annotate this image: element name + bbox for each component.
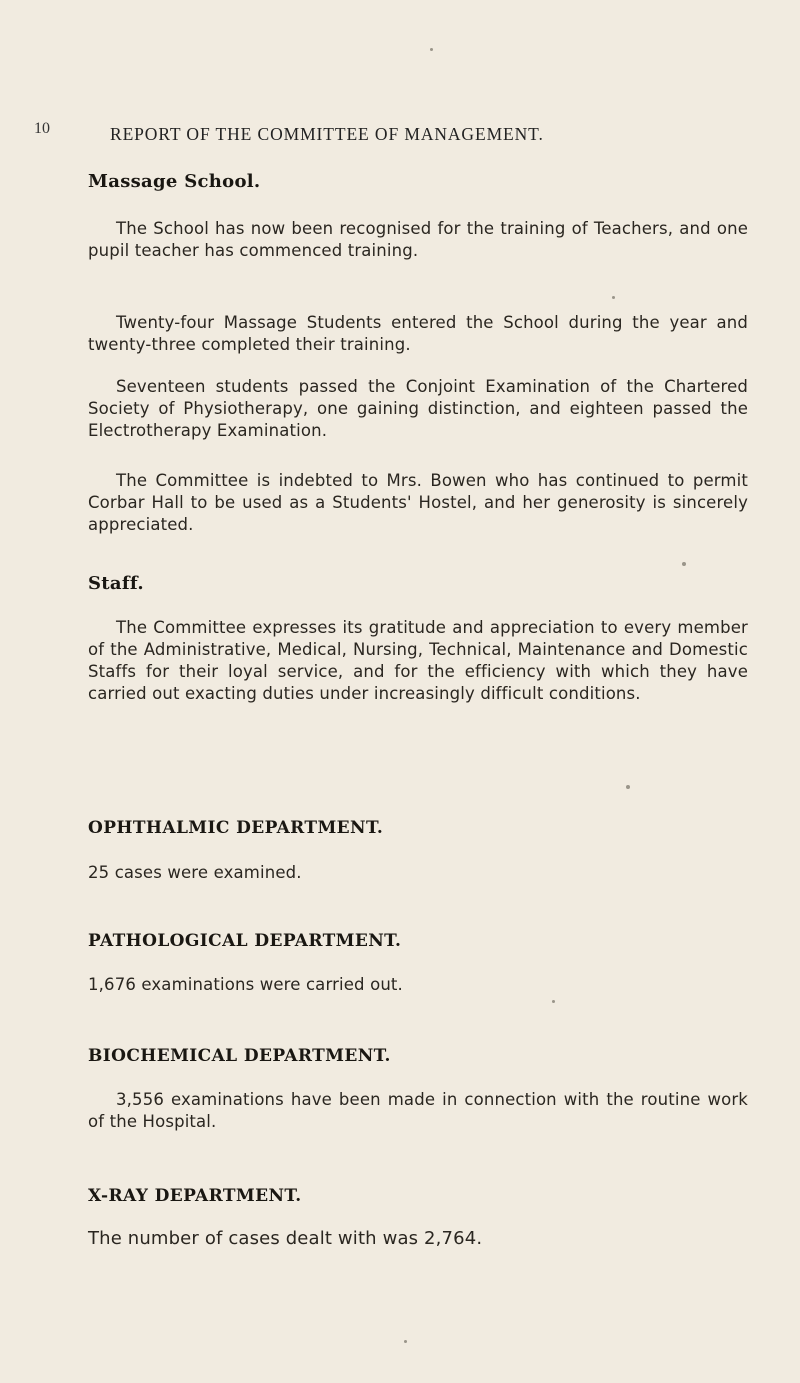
scan-speck <box>404 1340 407 1343</box>
paragraph-school-recognised: The School has now been recognised for the training of Teachers, and one pupil teacher has commenced training. <box>88 219 748 260</box>
page-number: 10 <box>34 120 50 137</box>
text-pathological-examinations: 1,676 examinations were carried out. <box>88 975 403 994</box>
section-heading-massage-school: Massage School. <box>88 171 261 192</box>
heading-ophthalmic-department: OPHTHALMIC DEPARTMENT. <box>88 818 384 838</box>
scan-speck <box>552 1000 555 1003</box>
scan-speck <box>626 785 630 789</box>
scan-speck <box>682 562 686 566</box>
paragraph-conjoint-examination: Seventeen students passed the Conjoint Examination of the Chartered Society of Physiotherapy, one gaining distinction, and eighteen passed the Electrotherapy Examination. <box>88 377 748 440</box>
heading-pathological-department: PATHOLOGICAL DEPARTMENT. <box>88 931 402 951</box>
paragraph-massage-students: Twenty-four Massage Students entered the School during the year and twenty-three completed their training. <box>88 313 748 354</box>
paragraph-committee-indebted: The Committee is indebted to Mrs. Bowen who has continued to permit Corbar Hall to be used as a Students' Hostel, and her generosity is sincerely appreciated. <box>88 471 748 534</box>
section-heading-staff: Staff. <box>88 573 144 594</box>
running-title: REPORT OF THE COMMITTEE OF MANAGEMENT. <box>110 124 544 144</box>
scan-speck <box>430 48 433 51</box>
text-biochemical-examinations: 3,556 examinations have been made in connection with the routine work of the Hospital. <box>88 1090 748 1131</box>
heading-biochemical-department: BIOCHEMICAL DEPARTMENT. <box>88 1046 391 1066</box>
text-xray-cases: The number of cases dealt with was 2,764. <box>88 1228 483 1249</box>
paragraph-staff-gratitude: The Committee expresses its gratitude and appreciation to every member of the Administrative, Medical, Nursing, Technical, Maintenance and Domestic Staffs for their loyal service, and for the efficiency with which they have carried out exacting duties under increasingly difficult conditions. <box>88 618 748 703</box>
heading-xray-department: X-RAY DEPARTMENT. <box>88 1186 302 1206</box>
scan-speck <box>612 296 615 299</box>
text-ophthalmic-cases: 25 cases were examined. <box>88 863 302 882</box>
